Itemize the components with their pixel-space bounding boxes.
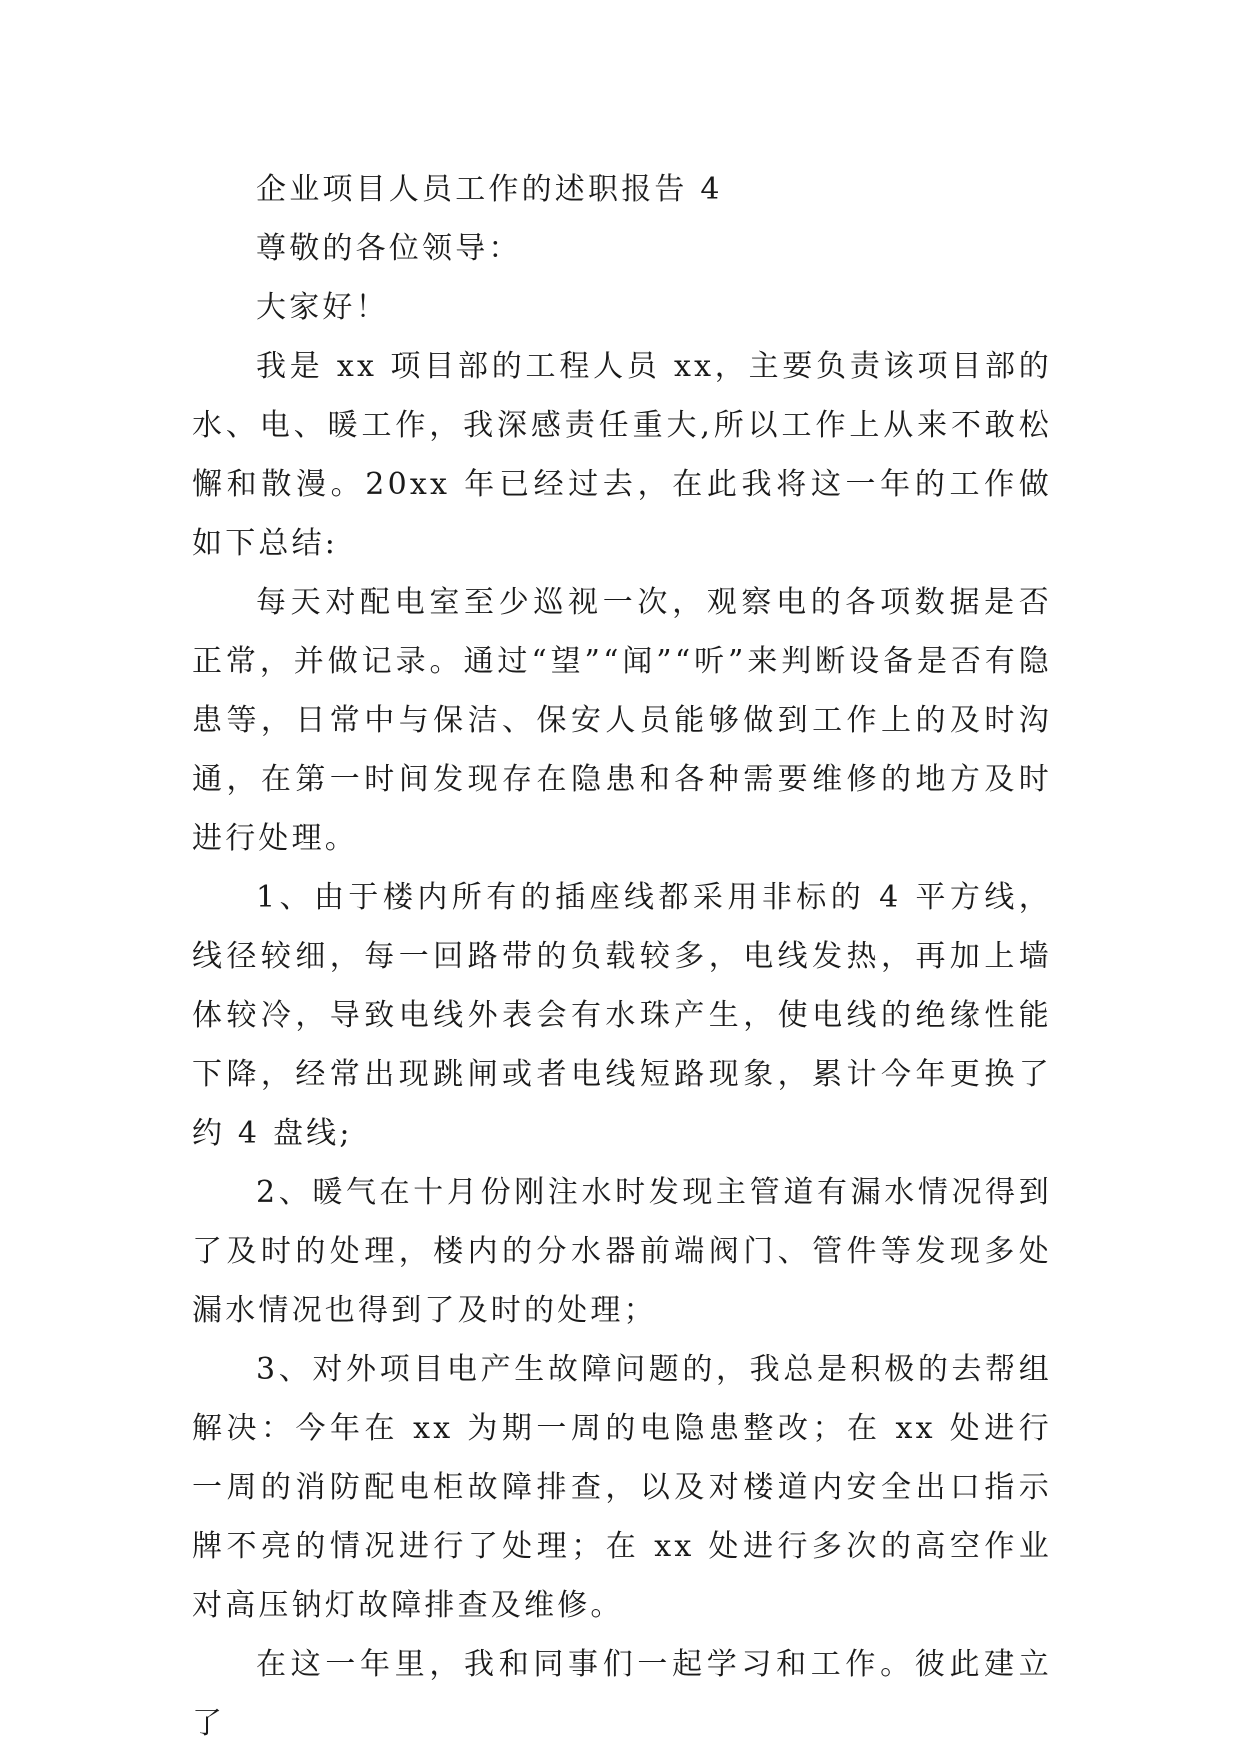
document-title: 企业项目人员工作的述职报告 4 — [256, 172, 723, 207]
paragraph-item-3: 3、对外项目电产生故障问题的，我总是积极的去帮组解决：今年在 xx 为期一周的电隐患整改；在 xx 处进行一周的消防配电柜故障排查，以及对楼道内安全出口指示牌不亮的情况进行了处理；在 xx 处进行多次的高空作业对高压钠灯故障排查及维修。 — [192, 1352, 1052, 1623]
document-body — [192, 160, 1052, 1753]
paragraph-closing: 在这一年里，我和同事们一起学习和工作。彼此建立了 — [192, 1647, 1052, 1741]
paragraph-intro: 我是 xx 项目部的工程人员 xx，主要负责该项目部的水、电、暖工作，我深感责任重大,所以工作上从来不敢松懈和散漫。20xx 年已经过去，在此我将这一年的工作做如下总结: — [192, 349, 1052, 561]
paragraph-item-2: 2、暖气在十月份刚注水时发现主管道有漏水情况得到了及时的处理，楼内的分水器前端阀门、管件等发现多处漏水情况也得到了及时的处理； — [192, 1175, 1052, 1328]
salutation: 尊敬的各位领导： — [256, 231, 522, 266]
paragraph-item-1: 1、由于楼内所有的插座线都采用非标的 4 平方线，线径较细，每一回路带的负载较多，电线发热，再加上墙体较冷，导致电线外表会有水珠产生，使电线的绝缘性能下降，经常出现跳闸或者电线短路现象，累计今年更换了约 4 盘线; — [192, 880, 1052, 1151]
paragraph-daily-inspection: 每天对配电室至少巡视一次，观察电的各项数据是否正常，并做记录。通过“望”“闻”“听”来判断设备是否有隐患等，日常中与保洁、保安人员能够做到工作上的及时沟通，在第一时间发现存在隐患和各种需要维修的地方及时进行处理。 — [192, 585, 1052, 856]
greeting: 大家好！ — [256, 290, 389, 325]
